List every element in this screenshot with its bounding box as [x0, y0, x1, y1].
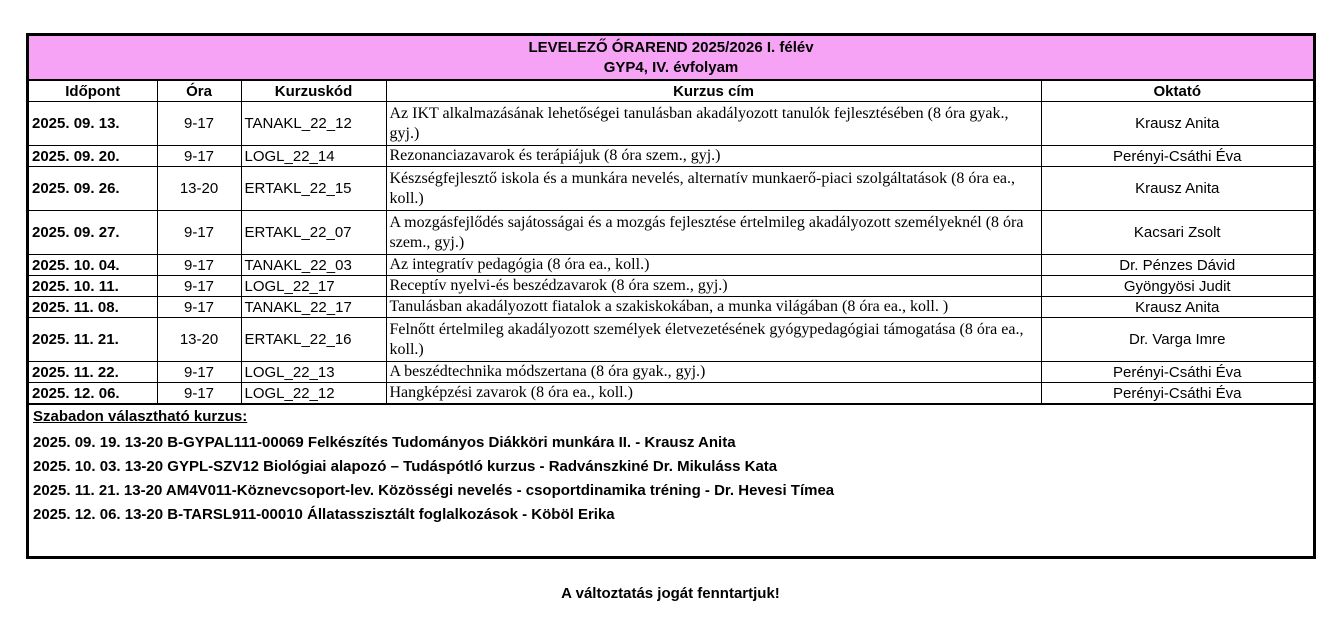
row-hours: 13-20 — [157, 318, 241, 362]
row-code: ERTAKL_22_16 — [241, 318, 386, 362]
timetable-subtitle: GYP4, IV. évfolyam — [603, 59, 739, 76]
row-teacher: Perényi-Csáthi Éva — [1041, 383, 1313, 405]
row-hours: 9-17 — [157, 276, 241, 297]
schedule-table — [29, 81, 1313, 405]
table-row — [29, 276, 1313, 297]
row-title: Az integratív pedagógia (8 óra ea., koll.) — [386, 255, 1041, 276]
row-code: LOGL_22_14 — [241, 146, 386, 167]
column-header-date: Időpont — [29, 81, 157, 102]
elective-item: 2025. 12. 06. 13-20 B-TARSL911-00010 Állatasszisztált foglalkozások - Köböl Erika — [33, 506, 615, 523]
row-title: A mozgásfejlődés sajátosságai és a mozgás fejlesztése értelmileg akadályozott személyeknél (8 óra szem., gyj.) — [386, 211, 1041, 255]
row-title: Az IKT alkalmazásának lehetőségei tanulásban akadályozott tanulók fejlesztésében (8 óra gyak., gyj.) — [386, 102, 1041, 146]
row-title: Receptív nyelvi-és beszédzavarok (8 óra szem., gyj.) — [386, 276, 1041, 297]
column-header-teacher: Oktató — [1041, 81, 1313, 102]
table-row — [29, 362, 1313, 383]
row-teacher: Dr. Pénzes Dávid — [1041, 255, 1313, 276]
header-row — [29, 81, 1313, 102]
row-code: ERTAKL_22_07 — [241, 211, 386, 255]
timetable — [26, 33, 1316, 559]
row-hours: 9-17 — [157, 211, 241, 255]
row-hours: 9-17 — [157, 102, 241, 146]
row-hours: 9-17 — [157, 362, 241, 383]
row-date: 2025. 09. 26. — [29, 167, 157, 211]
row-code: TANAKL_22_12 — [241, 102, 386, 146]
row-teacher: Dr. Varga Imre — [1041, 318, 1313, 362]
row-hours: 9-17 — [157, 383, 241, 405]
timetable-title: LEVELEZŐ ÓRAREND 2025/2026 I. félév — [528, 39, 814, 56]
row-hours: 9-17 — [157, 297, 241, 318]
row-code: LOGL_22_12 — [241, 383, 386, 405]
row-code: TANAKL_22_17 — [241, 297, 386, 318]
table-row — [29, 383, 1313, 405]
row-hours: 9-17 — [157, 146, 241, 167]
table-row — [29, 318, 1313, 362]
row-title: Rezonanciazavarok és terápiájuk (8 óra szem., gyj.) — [386, 146, 1041, 167]
elective-item: 2025. 10. 03. 13-20 GYPL-SZV12 Biológiai alapozó – Tudáspótló kurzus - Radvánszkiné Dr. Mikuláss Kata — [33, 458, 778, 475]
elective-courses — [29, 405, 1313, 527]
row-date: 2025. 12. 06. — [29, 383, 157, 405]
row-code: LOGL_22_13 — [241, 362, 386, 383]
row-date: 2025. 09. 13. — [29, 102, 157, 146]
column-header-title: Kurzus cím — [386, 81, 1041, 102]
table-row — [29, 211, 1313, 255]
row-title: A beszédtechnika módszertana (8 óra gyak., gyj.) — [386, 362, 1041, 383]
row-teacher: Gyöngyösi Judit — [1041, 276, 1313, 297]
row-date: 2025. 09. 20. — [29, 146, 157, 167]
row-code: LOGL_22_17 — [241, 276, 386, 297]
row-date: 2025. 11. 21. — [29, 318, 157, 362]
table-row — [29, 146, 1313, 167]
table-row — [29, 167, 1313, 211]
row-code: TANAKL_22_03 — [241, 255, 386, 276]
row-teacher: Perényi-Csáthi Éva — [1041, 362, 1313, 383]
row-title: Tanulásban akadályozott fiatalok a szakiskokában, a munka világában (8 óra ea., koll. ) — [386, 297, 1041, 318]
row-hours: 13-20 — [157, 167, 241, 211]
row-title: Készségfejlesztő iskola és a munkára nevelés, alternatív munkaerő-piaci szolgáltatások (8 óra ea., koll.) — [386, 167, 1041, 211]
row-date: 2025. 11. 22. — [29, 362, 157, 383]
row-teacher: Perényi-Csáthi Éva — [1041, 146, 1313, 167]
column-header-code: Kurzuskód — [241, 81, 386, 102]
table-row — [29, 102, 1313, 146]
row-title: Hangképzési zavarok (8 óra ea., koll.) — [386, 383, 1041, 405]
elective-heading: Szabadon választható kurzus: — [33, 408, 248, 425]
row-teacher: Kacsari Zsolt — [1041, 211, 1313, 255]
table-row — [29, 297, 1313, 318]
row-teacher: Krausz Anita — [1041, 167, 1313, 211]
timetable-header — [29, 36, 1313, 81]
row-date: 2025. 10. 04. — [29, 255, 157, 276]
footer-note: A változtatás jogát fenntartjuk! — [561, 585, 780, 602]
elective-item: 2025. 11. 21. 13-20 AM4V011-Köznevcsoport-lev. Közösségi nevelés - csoportdinamika tréning - Dr. Hevesi Tímea — [33, 482, 835, 499]
elective-item: 2025. 09. 19. 13-20 B-GYPAL111-00069 Felkészítés Tudományos Diákköri munkára II. - Krausz Anita — [33, 434, 736, 451]
row-date: 2025. 10. 11. — [29, 276, 157, 297]
table-row — [29, 255, 1313, 276]
row-hours: 9-17 — [157, 255, 241, 276]
row-teacher: Krausz Anita — [1041, 102, 1313, 146]
row-date: 2025. 09. 27. — [29, 211, 157, 255]
row-teacher: Krausz Anita — [1041, 297, 1313, 318]
row-title: Felnőtt értelmileg akadályozott személyek életvezetésének gyógypedagógiai támogatása (8 óra ea., koll.) — [386, 318, 1041, 362]
row-code: ERTAKL_22_15 — [241, 167, 386, 211]
column-header-hours: Óra — [157, 81, 241, 102]
row-date: 2025. 11. 08. — [29, 297, 157, 318]
